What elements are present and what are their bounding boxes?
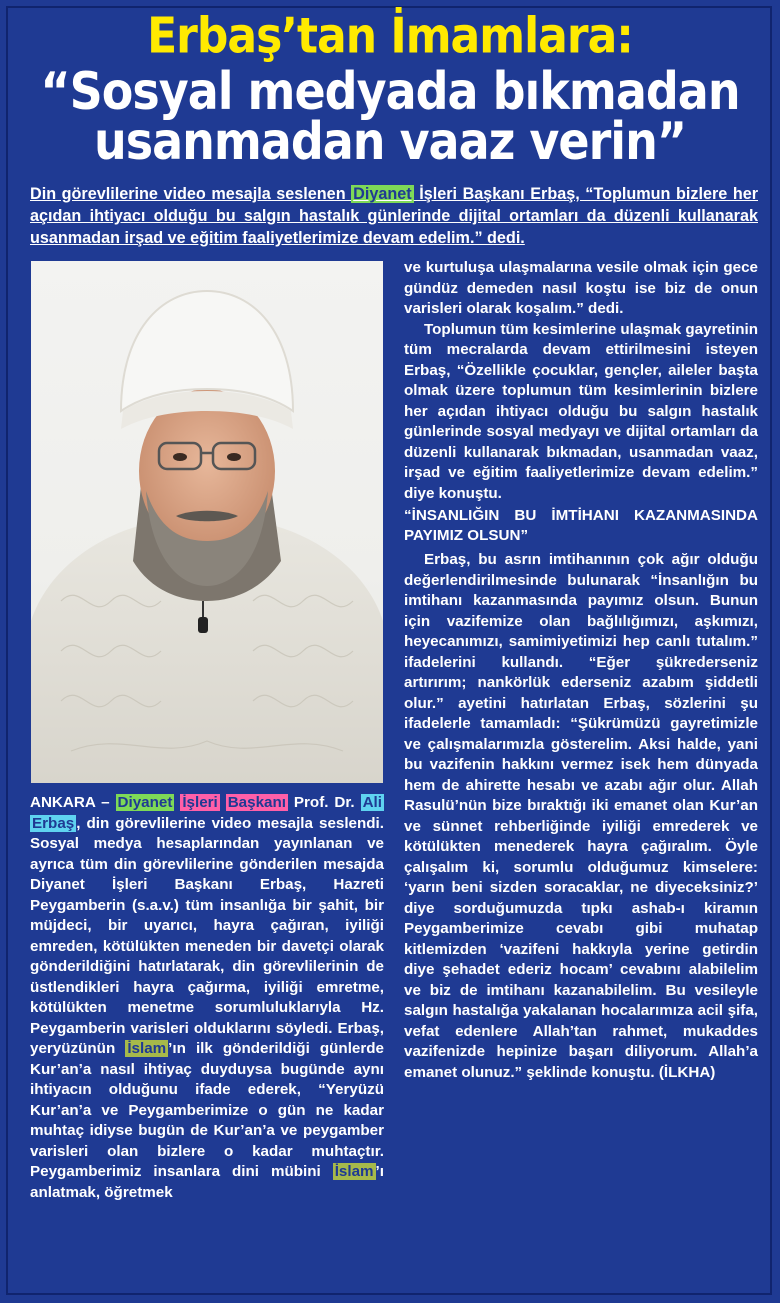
keyword-isleri: İşleri (182, 794, 218, 811)
lead-paragraph (30, 183, 758, 249)
keyword-baskani: Başkanı (227, 794, 286, 811)
right-paragraph-1: ve kurtuluşa ulaşmalarına vesile olmak için gece gündüz demeden nasıl koştu ise biz de onun varisleri olarak koşalım.” dedi. (404, 259, 758, 317)
left-text-1: Prof. Dr. (287, 794, 361, 811)
left-text-4: ’ı anlatmak, öğretmek (30, 1163, 384, 1201)
lead-text-before: Din görevlilerine video mesajla seslenen (30, 185, 352, 203)
keyword-diyanet: Diyanet (117, 794, 173, 811)
keyword-islam-1: İslam (127, 1040, 167, 1057)
keyword-erbas: Erbaş (32, 814, 75, 832)
lead-text-after: İşleri Başkanı Erbaş, “Toplumun bizlere her açıdan ihtiyacı olduğu bu salgın hastalık günlerinde dijital ortamları da düzenli kullanarak usanmadan irşad ve eğitim faaliyetlerimize devam edelim.” dedi. (30, 185, 759, 247)
right-column (404, 258, 758, 1083)
right-paragraph-2: Toplumun tüm kesimlerine ulaşmak gayretinin tüm mecralarda devam ettirilmesini isteyen Erbaş, “Özellikle çocuklar, gençler, aileler başta olmak üzere toplumun tüm kesimlerinin bizlere her açıdan ihtiyacı olduğu bu salgın hastalık günlerinde sosyal medyayı ve dijital ortamları da düzenli kullanarak bıkmadan, usanmadan vaaz, irşad ve eğitim faaliyetlerimize devam edelim.” diye konuştu. (404, 320, 758, 502)
left-text-2: , din görevlilerine video mesajla seslendi. Sosyal medya hesaplarından yayınlanan ve ayrıca tüm din görevlilerine gönderilen mesajda Diyanet İşleri Başkanı Erbaş, Hazreti Peygamberin (s.a.v.) tüm insanlığa bir şahit, bir müjdeci, bir uyarıcı, hayra çağıran, iyiliği emreden, kötülükten meneden bir davetçi olarak gönderildiğini hatırlatarak, din görevlilerinin de üstlendikleri hayra çağırma, iyiliği emretme, kötülükten menetme sorumluluklarıyla Hz. Peygamberin varisleri olduklarını söyledi. Erbaş, yeryüzünün (30, 814, 384, 1057)
right-paragraph-3: Erbaş, bu asrın imtihanının çok ağır olduğu değerlendirilmesinde bulunarak “İnsanlığın bu imtihanı kazanmasında payımız olsun. Bunun için vazifemize olan bağlılığımızı, aşkımızı, heyecanımızı, samimiyetimizi hep canlı tutalım.” ifadelerini kullandı. “Eğer şükrederseniz artırırım; nankörlük ederseniz azabım şiddetli olur.” ayetini hatırlatan Erbaş, sözlerini şu ifadelerle tamamladı: “Şükrümüzü gayretimizle ve çalışmalarımızla gösterelim. Aksi halde, yani bu vazifenin hakkını vermez isek hem dünyada hem de ahirette hesabı ve azabı ağır olur. Allah Rasulü’nün bize bıraktığı iki emanet olan Kur’an ve sünnet rehberliğinde iyiliği emrederek ve kötülükten menederek hayra çağıralım. Öyle çalışalım ki, sorumlu olduğumuz kimselere: ‘yarın beni sizden soracaklar, ne diyeceksiniz?’ diye sorduğumuzda tıpkı ashab-ı kiramın Peygamberimize cevabı gibi muhatap kitlemizden ‘vazifeni hakkıyla yerine getirdin diye şehadet ederiz hocam’ cevabını alabilelim ve biz de imtihanı kazanabilelim. Bu vesileyle salgın hastalığa yakalanan hocalarımıza acil şifa, vefat edenlere Allah’tan rahmet, mukaddes vazifenizde hepinize başarı diliyorum. Allah’a emanet olunuz.” şeklinde konuştu. (İLKHA) (404, 551, 758, 1081)
keyword-ali: Ali (362, 794, 382, 811)
left-text-3: ’ın ilk gönderildiği günlerde Kur’an’a nasıl ihtiyaç duyduysa bugünde aynı ihtiyacın olduğunu ifade ederek, “Yeryüzü Kur’an’a ve Peygamberimize o gün ne kadar muhtaç idiyse bugün de Kur’an’a ve peygamber varisleri olan bizlere o kadar muhtaçtır. Peygamberimiz insanlara dini mübini (30, 1040, 385, 1180)
headline-line-3: usanmadan vaaz verin” (93, 110, 687, 172)
subheading: “İNSANLIĞIN BU İMTİHANI KAZANMASINDA PAYIMIZ OLSUN” (404, 507, 758, 544)
portrait-illustration (31, 261, 383, 783)
portrait-photo (31, 261, 383, 783)
lead-highlight-diyanet: Diyanet (353, 185, 412, 203)
left-column (30, 793, 384, 1203)
dateline: ANKARA – (30, 794, 116, 811)
headline-line-2: “Sosyal medyada bıkmadan (40, 60, 740, 122)
headline-line-1: Erbaş’tan İmamlara: (147, 7, 633, 65)
keyword-islam-2: İslam (334, 1163, 374, 1180)
